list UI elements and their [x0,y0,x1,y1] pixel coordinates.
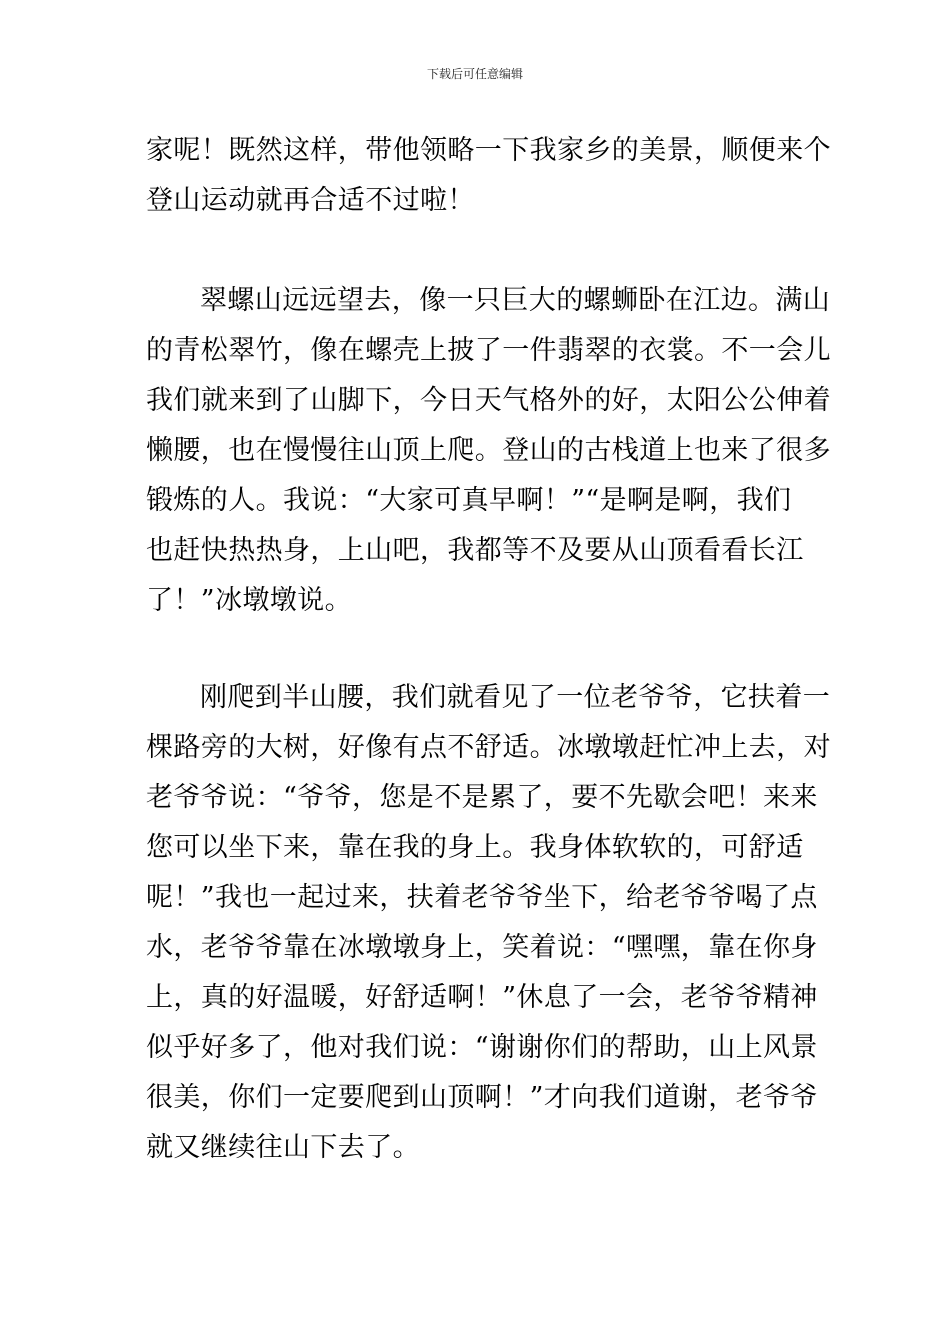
paragraph-line: 锻炼的人。我说：“大家可真早啊！”“是啊是啊，我们 [146,485,792,516]
paragraph-line: 很美，你们一定要爬到山顶啊！”才向我们道谢，老爷爷 [146,1082,818,1113]
paragraph-line: 刚爬到半山腰，我们就看见了一位老爷爷，它扶着一 [200,682,831,713]
paragraph-line: 似乎好多了，他对我们说：“谢谢你们的帮助，山上风景 [146,1032,818,1063]
paragraph-line: 水，老爷爷靠在冰墩墩身上，笑着说：“嘿嘿，靠在你身 [146,932,818,963]
paragraph-line: 了！”冰墩墩说。 [146,585,353,616]
paragraph-line: 上，真的好温暖，好舒适啊！”休息了一会，老爷爷精神 [146,982,818,1013]
paragraph-line: 就又继续往山下去了。 [146,1132,420,1163]
paragraph-line: 老爷爷说：“爷爷，您是不是累了，要不先歇会吧！来来 [146,782,818,813]
paragraph-line: 我们就来到了山脚下，今日天气格外的好，太阳公公伸着 [146,385,831,416]
paragraph-line: 您可以坐下来，靠在我的身上。我身体软软的，可舒适 [146,832,804,863]
paragraph-line: 家呢！既然这样，带他领略一下我家乡的美景，顺便来个 [146,135,831,166]
page-header: 下载后可任意编辑 [426,67,523,81]
paragraph-line: 翠螺山远远望去，像一只巨大的螺蛳卧在江边。满山 [200,285,831,316]
paragraph-line: 的青松翠竹，像在螺壳上披了一件翡翠的衣裳。不一会儿 [146,335,831,366]
paragraph-line: 也赶快热热身，上山吧，我都等不及要从山顶看看长江 [146,535,804,566]
paragraph-line: 棵路旁的大树，好像有点不舒适。冰墩墩赶忙冲上去，对 [146,732,831,763]
paragraph-line: 登山运动就再合适不过啦！ [146,185,475,216]
paragraph-line: 呢！”我也一起过来，扶着老爷爷坐下，给老爷爷喝了点 [146,882,818,913]
paragraph-line: 懒腰，也在慢慢往山顶上爬。登山的古栈道上也来了很多 [146,435,831,466]
